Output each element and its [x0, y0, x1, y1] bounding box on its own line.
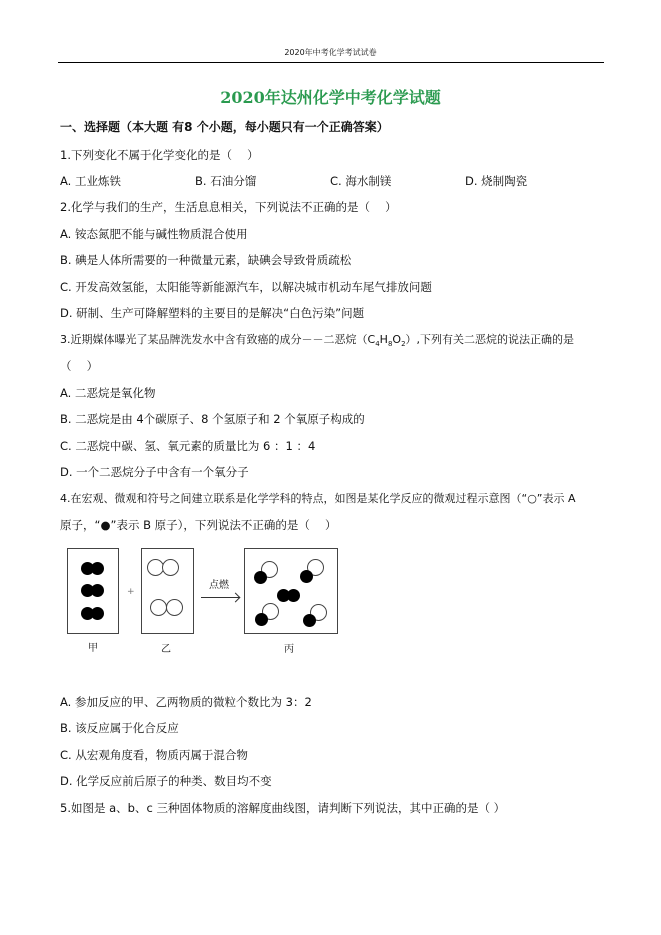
- q3-stem-pre: 3.近期媒体曝光了某品牌洗发水中含有致癌的成分－－二恶烷（C: [60, 333, 376, 346]
- formula-sub: 8: [387, 340, 393, 349]
- box-yi: [141, 548, 194, 634]
- box-bing: [244, 548, 338, 634]
- q3-option-a: A. 二恶烷是氧化物: [60, 386, 156, 400]
- label-jia: 甲: [88, 643, 98, 654]
- q2-option-b: B. 碘是人体所需要的一种微量元素，缺碘会导致骨质疏松: [60, 253, 352, 267]
- q3-stem-post: ）,下列有关二恶烷的说法正确的是: [405, 333, 575, 346]
- document-title: 2020年达州化学中考化学试题: [220, 88, 441, 107]
- page-header: 2020年中考化学考试试卷: [284, 48, 377, 57]
- b-atom: [91, 562, 104, 575]
- plus-sign: +: [127, 587, 135, 597]
- q1-option-b: B. 石油分馏: [195, 174, 257, 188]
- question-1: 1.下列变化不属于化学变化的是（ ）: [60, 148, 259, 162]
- section-heading: 一、选择题（本大题 有8 个小题，每小题只有一个正确答案）: [60, 120, 389, 134]
- q3-stem-cont: （ ）: [60, 359, 99, 373]
- label-yi: 乙: [161, 644, 171, 655]
- b-atom: [91, 607, 104, 620]
- q3-option-c: C. 二恶烷中碳、氢、氧元素的质量比为 6 ：1 ：4: [60, 439, 316, 453]
- q4-option-c: C. 从宏观角度看，物质丙属于混合物: [60, 748, 248, 762]
- q4-option-d: D. 化学反应前后原子的种类、数目均不变: [60, 774, 272, 788]
- arrowhead-icon: [231, 593, 241, 603]
- formula-sub: 2: [401, 340, 406, 349]
- q2-option-d: D. 研制、生产可降解塑料的主要目的是解决“白色污染”问题: [60, 306, 365, 320]
- question-2: 2.化学与我们的生产，生活息息相关，下列说法不正确的是（ ）: [60, 200, 397, 214]
- q4-stem-cont: 原子，“●”表示 B 原子），下列说法不正确的是（ ）: [60, 518, 337, 532]
- b-atom: [255, 613, 268, 626]
- q4-option-b: B. 该反应属于化合反应: [60, 721, 179, 735]
- q2-option-a: A. 铵态氮肥不能与碱性物质混合使用: [60, 227, 248, 241]
- b-atom: [300, 570, 313, 583]
- q1-option-c: C. 海水制镁: [330, 174, 392, 188]
- question-3: [60, 333, 574, 351]
- header-divider: [58, 62, 604, 63]
- b-atom: [287, 589, 300, 602]
- label-bing: 丙: [284, 644, 294, 655]
- box-jia: [67, 548, 119, 634]
- formula-part: H: [379, 333, 388, 346]
- q3-option-b: B. 二恶烷是由 4个碳原子、8 个氢原子和 2 个氧原子构成的: [60, 412, 365, 426]
- b-atom: [254, 571, 267, 584]
- question-5: 5.如图是 a、b、c 三种固体物质的溶解度曲线图，请判断下列说法，其中正确的是（ ）: [60, 801, 506, 815]
- q1-option-a: A. 工业炼铁: [60, 174, 121, 188]
- b-atom: [303, 614, 316, 627]
- a-atom: [150, 599, 167, 616]
- question-4: 4.在宏观、微观和符号之间建立联系是化学学科的特点，如图是某化学反应的微观过程示意图（“○”表示 A: [60, 492, 576, 505]
- q4-option-a: A. 参加反应的甲、乙两物质的微粒个数比为 3：2: [60, 695, 312, 709]
- q1-option-d: D. 烧制陶瓷: [465, 174, 528, 188]
- a-atom: [162, 559, 179, 576]
- q2-option-c: C. 开发高效氢能，太阳能等新能源汽车，以解决城市机动车尾气排放问题: [60, 280, 432, 294]
- formula-part: O: [392, 333, 402, 346]
- a-atom: [166, 599, 183, 616]
- formula-sub: 4: [375, 340, 380, 349]
- b-atom: [91, 584, 104, 597]
- q3-option-d: D. 一个二恶烷分子中含有一个氧分子: [60, 465, 249, 479]
- arrow-label: 点燃: [209, 580, 229, 591]
